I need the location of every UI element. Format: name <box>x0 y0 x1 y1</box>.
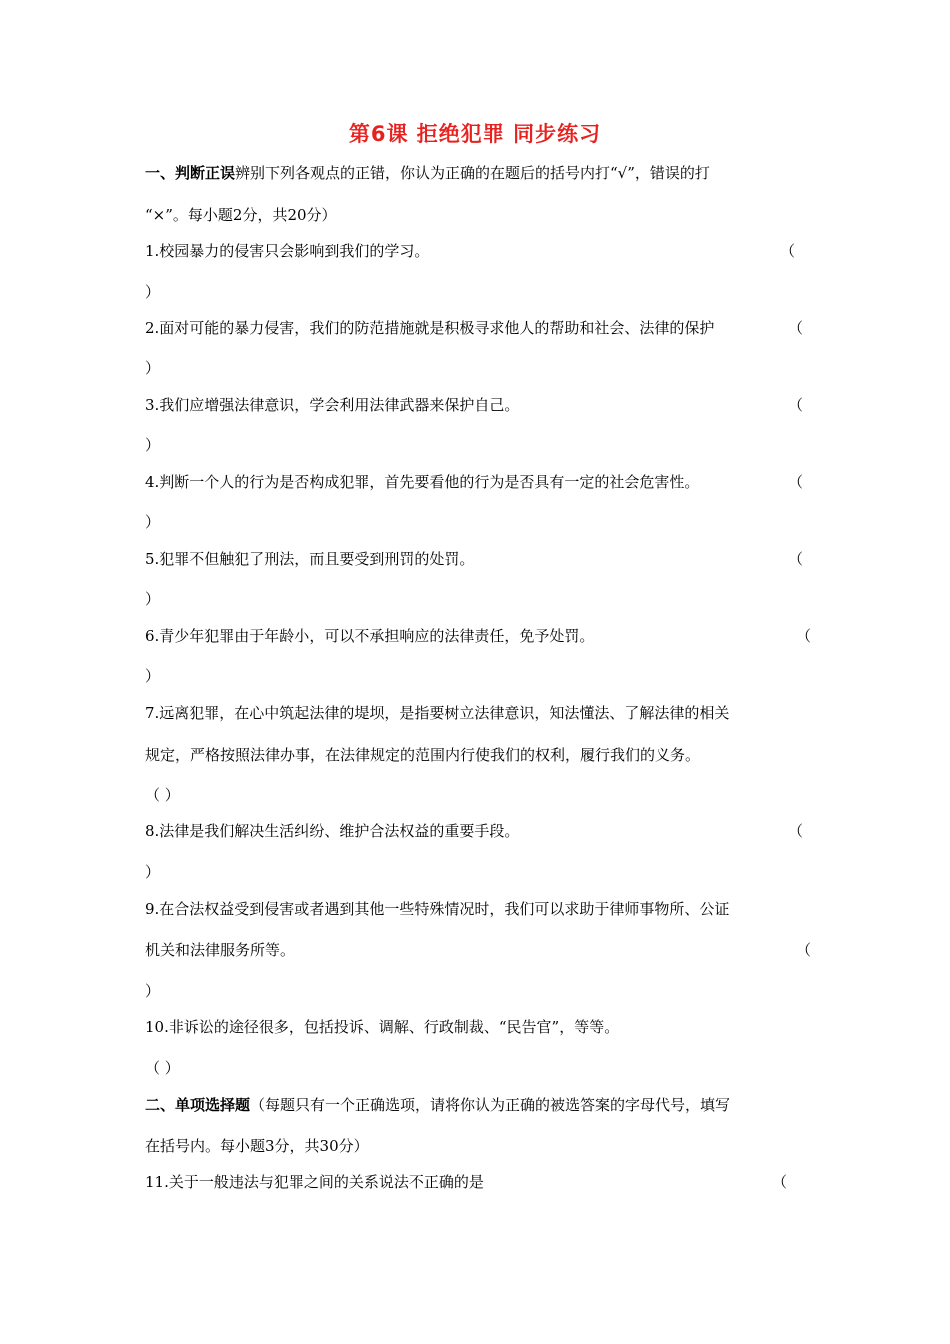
answer-paren-close: ） <box>145 863 161 881</box>
question-2: 2.面对可能的暴力侵害，我们的防范措施就是积极寻求他人的帮助和社会、法律的保护 <box>145 319 715 337</box>
answer-paren-close: ） <box>145 436 161 454</box>
question-11: 11.关于一般违法与犯罪之间的关系说法不正确的是 <box>145 1173 484 1191</box>
question-9-cont: 机关和法律服务所等。 <box>145 941 296 959</box>
answer-paren-close: ） <box>145 590 161 608</box>
answer-paren-pair: （ ） <box>145 786 180 804</box>
answer-paren-close: ） <box>145 667 161 685</box>
question-8: 8.法律是我们解决生活纠纷、维护合法权益的重要手段。 <box>145 822 520 840</box>
answer-paren-open: （ <box>788 319 804 337</box>
answer-paren-open: （ <box>796 941 812 959</box>
question-1: 1.校园暴力的侵害只会影响到我们的学习。 <box>145 242 430 260</box>
answer-paren-close: ） <box>145 982 161 1000</box>
question-7-cont: 规定，严格按照法律办事，在法律规定的范围内行使我们的权利，履行我们的义务。 <box>145 746 701 764</box>
question-10: 10.非诉讼的途径很多，包括投诉、调解、行政制裁、“民告官”，等等。 <box>145 1018 620 1036</box>
answer-paren-open: （ <box>780 242 796 260</box>
answer-paren-open: （ <box>788 550 804 568</box>
section1-instruction-2: “×”。每小题2分，共20分） <box>145 206 337 224</box>
question-5: 5.犯罪不但触犯了刑法，而且要受到刑罚的处罚。 <box>145 550 475 568</box>
answer-paren-pair: （ ） <box>145 1059 180 1077</box>
section1-instruction-1: 辨别下列各观点的正错，你认为正确的在题后的括号内打“√”，错误的打 <box>235 164 710 182</box>
section2-instruction-2: 在括号内。每小题3分，共30分） <box>145 1137 369 1155</box>
section2-instruction-1: （每题只有一个正确选项，请将你认为正确的被选答案的字母代号，填写 <box>250 1096 731 1114</box>
question-6: 6.青少年犯罪由于年龄小，可以不承担响应的法律责任，免予处罚。 <box>145 627 595 645</box>
section2-intro <box>145 1095 730 1115</box>
question-7: 7.远离犯罪，在心中筑起法律的堤坝，是指要树立法律意识，知法懂法、了解法律的相关 <box>145 704 730 722</box>
section2-heading: 二、单项选择题 <box>145 1096 251 1114</box>
section1-intro <box>145 163 710 183</box>
answer-paren-close: ） <box>145 359 161 377</box>
answer-paren-close: ） <box>145 513 161 531</box>
answer-paren-open: （ <box>788 473 804 491</box>
section1-heading: 一、判断正误 <box>145 164 236 182</box>
question-4: 4.判断一个人的行为是否构成犯罪，首先要看他的行为是否具有一定的社会危害性。 <box>145 473 700 491</box>
page-title: 第6课 拒绝犯罪 同步练习 <box>348 122 602 146</box>
answer-paren-close: ） <box>145 283 161 301</box>
answer-paren-open: （ <box>772 1173 788 1191</box>
answer-paren-open: （ <box>796 627 812 645</box>
answer-paren-open: （ <box>788 822 804 840</box>
question-3: 3.我们应增强法律意识，学会利用法律武器来保护自己。 <box>145 396 520 414</box>
answer-paren-open: （ <box>788 396 804 414</box>
question-9: 9.在合法权益受到侵害或者遇到其他一些特殊情况时，我们可以求助于律师事物所、公证 <box>145 900 730 918</box>
